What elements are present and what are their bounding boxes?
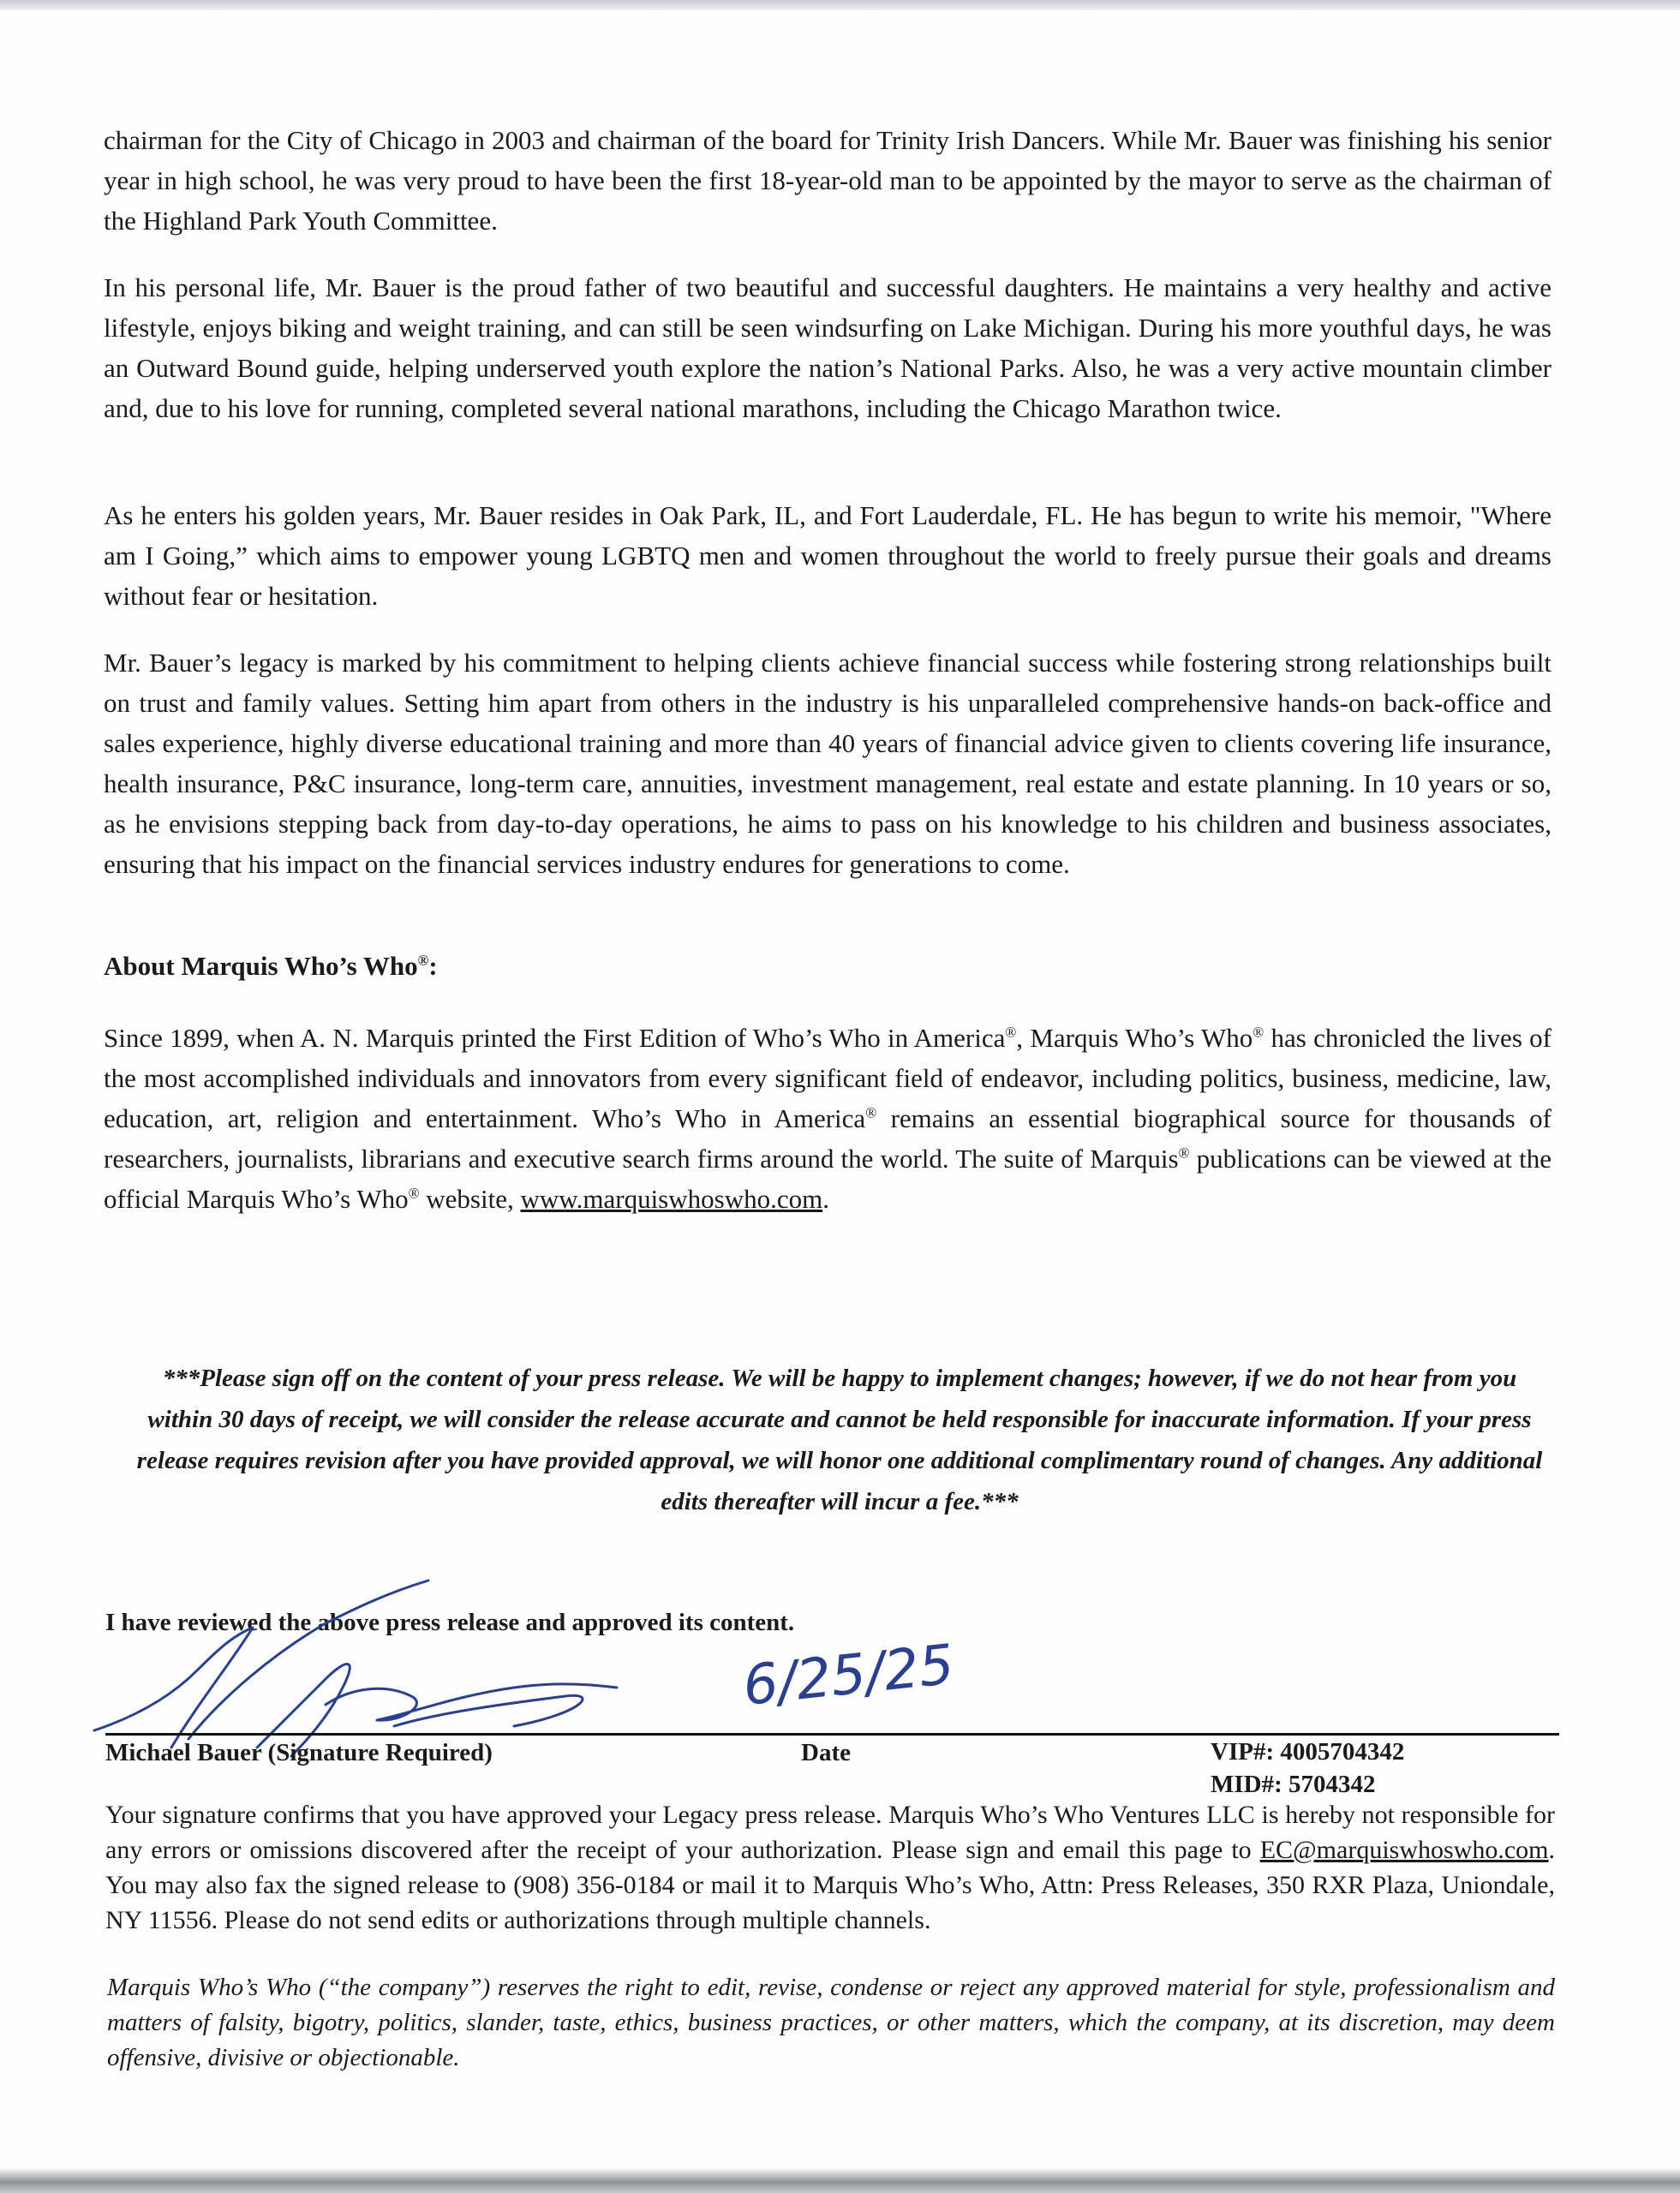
vip-number: VIP#: 4005704342: [1211, 1738, 1405, 1766]
sign-off-notice: ***Please sign off on the content of your press release. We will be happy to implement changes; however, if we do not hear from you within 30 days of receipt, we will consider the release accurate and cannot be held responsible for inaccurate information. If your press release requires revision after you have provided approval, we will honor one additional complimentary round of changes. Any additional edits thereafter will incur a fee.***: [136, 1365, 1543, 1515]
signature-stroke: [94, 1628, 253, 1748]
about-paragraph: Since 1899, when A. N. Marquis printed the First Edition of Who’s Who in America®, Marquis Who’s Who® has chronicled the lives of the most accomplished individuals and innovators from every significant field of endeavor, including politics, business, medicine, law, education, art, religion and entertainment. Who’s Who in America® remains an essential biographical source for thousands of researchers, journalists, librarians and executive search firms around the world. The suite of Marquis® publications can be viewed at the official Marquis Who’s Who® website, www.marquiswhoswho.com.: [104, 1023, 1552, 1214]
about-heading: About Marquis Who’s Who®:: [104, 951, 438, 981]
disclaimer: Marquis Who’s Who (“the company”) reserves the right to edit, revise, condense or reject any approved material for style, professionalism and matters of falsity, bigotry, politics, slander, taste, ethics, business practices, or other matters, which the company, at its discretion, may deem offensive, divisive or objectionable.: [107, 1974, 1555, 2071]
signature-stroke: [394, 1695, 583, 1726]
paragraph-1: chairman for the City of Chicago in 2003 and chairman of the board for Trinity Irish Dancers. While Mr. Bauer was finishing his senior year in high school, he was very proud to have been the first 18-year-old man to be appointed by the mayor to serve as the chairman of the Highland Park Youth Committee.: [104, 125, 1551, 236]
handwritten-date: 6/25/25: [739, 1633, 958, 1718]
mid-number: MID#: 5704342: [1211, 1771, 1376, 1798]
website-link[interactable]: www.marquiswhoswho.com: [520, 1184, 823, 1214]
paragraph-3: As he enters his golden years, Mr. Bauer resides in Oak Park, IL, and Fort Lauderdale, FL. He has begun to write his memoir, "Where am I Going,” which aims to empower young LGBTQ men and women throughout the world to freely pursue their goals and dreams without fear or hesitation.: [104, 500, 1551, 611]
email-link[interactable]: EC@marquiswhoswho.com: [1259, 1836, 1549, 1864]
paragraph-2: In his personal life, Mr. Bauer is the proud father of two beautiful and successful daughters. He maintains a very healthy and active lifestyle, enjoys biking and weight training, and can still be seen windsurfing on Lake Michigan. During his more youthful days, he was an Outward Bound guide, helping underserved youth explore the nation’s National Parks. Also, he was a very active mountain climber and, due to his love for running, completed several national marathons, including the Chicago Marathon twice.: [104, 272, 1551, 423]
signature-stroke: [326, 1684, 617, 1720]
approval-statement: I have reviewed the above press release and approved its content.: [105, 1609, 795, 1636]
date-label: Date: [801, 1739, 851, 1766]
member-ids: [1211, 1736, 1404, 1801]
signature-label: Michael Bauer (Signature Required): [105, 1739, 493, 1766]
scan-top-edge: [0, 0, 1680, 10]
confirmation-paragraph: Your signature confirms that you have approved your Legacy press release. Marquis Who’s Who Ventures LLC is hereby not responsible for any errors or omissions discovered after the receipt of your authorization. Please sign and email this page to EC@marquiswhoswho.com. You may also fax the signed release to (908) 356-0184 or mail it to Marquis Who’s Who, Attn: Press Releases, 350 RXR Plaza, Uniondale, NY 11556. Please do not send edits or authorizations through multiple channels.: [105, 1801, 1555, 1934]
paragraph-4: Mr. Bauer’s legacy is marked by his commitment to helping clients achieve financial success while fostering strong relationships built on trust and family values. Setting him apart from others in the industry is his unparalleled comprehensive hands-on back-office and sales experience, highly diverse educational training and more than 40 years of financial advice given to clients covering life insurance, health insurance, P&C insurance, long-term care, annuities, investment management, real estate and estate planning. In 10 years or so, as he envisions stepping back from day-to-day operations, he aims to pass on his knowledge to his children and business associates, ensuring that his impact on the financial services industry endures for generations to come.: [104, 648, 1551, 879]
scan-bottom-edge: [0, 2169, 1680, 2193]
